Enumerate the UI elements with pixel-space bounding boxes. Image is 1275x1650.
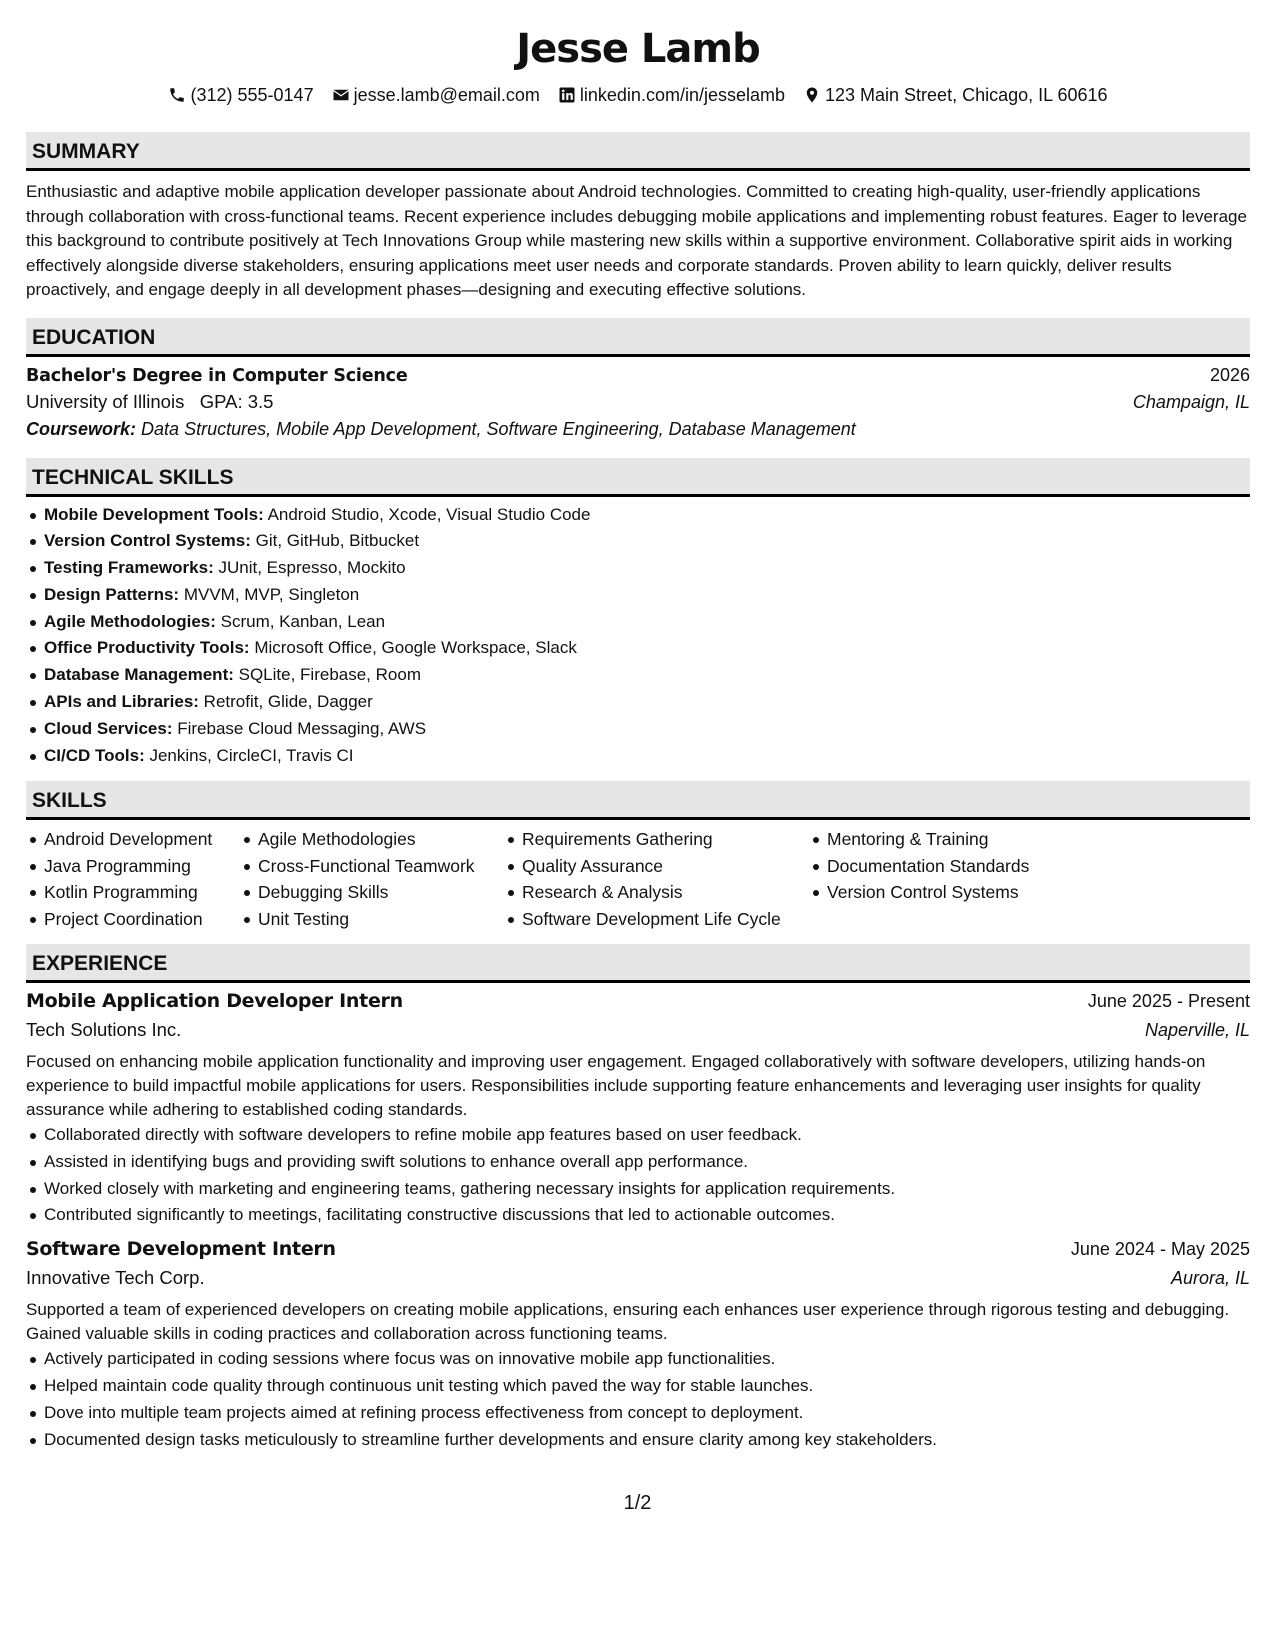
company-name: Tech Solutions Inc.	[26, 1019, 182, 1041]
list-item: Helped maintain code quality through continuous unit testing which paved the way for stable launches.	[26, 1373, 1250, 1400]
job-dates: June 2024 - May 2025	[1070, 1239, 1250, 1260]
list-item: Android Development	[26, 826, 240, 852]
contact-email[interactable]	[332, 85, 540, 106]
education-row-2	[26, 391, 1250, 413]
job-entry-2	[26, 1238, 1250, 1453]
job-bullets	[26, 1346, 1250, 1453]
list-item: Agile Methodologies	[240, 826, 504, 852]
contact-phone[interactable]	[168, 85, 313, 106]
skills-section	[26, 781, 1250, 932]
list-item: Research & Analysis	[504, 879, 809, 905]
contact-address	[803, 85, 1108, 106]
technical-skills-section	[26, 458, 1250, 770]
skills-column-1	[26, 826, 240, 932]
list-item: Worked closely with marketing and engineering teams, gathering necessary insights for application requirements.	[26, 1176, 1250, 1203]
job-description: Supported a team of experienced developers on creating mobile applications, ensuring each enhances user experience through rigorous testing and debugging. Gained valuable skills in coding practices and collaboration across functioning teams.	[26, 1300, 1230, 1344]
resume-page	[26, 0, 1250, 1453]
summary-section	[26, 132, 1250, 303]
list-item: CI/CD Tools: Jenkins, CircleCI, Travis CI	[26, 743, 1250, 770]
contact-bar	[26, 82, 1250, 108]
technical-skills-list	[26, 502, 1250, 770]
phone-icon	[168, 86, 186, 104]
job-dates: June 2025 - Present	[1087, 991, 1250, 1012]
list-item: Contributed significantly to meetings, facilitating constructive discussions that led to actionable outcomes.	[26, 1202, 1250, 1229]
coursework-line	[26, 419, 1250, 440]
section-heading-experience: EXPERIENCE	[26, 944, 1250, 983]
school-location: Champaign, IL	[1132, 391, 1250, 412]
list-item: Project Coordination	[26, 906, 240, 932]
school-name: University of Illinois	[26, 390, 185, 412]
phone-text: (312) 555-0147	[190, 84, 314, 105]
list-item: Kotlin Programming	[26, 879, 240, 905]
skills-column-3	[504, 826, 809, 932]
experience-section	[26, 944, 1250, 1453]
job-title: Mobile Application Developer Intern	[26, 990, 403, 1013]
job-location: Aurora, IL	[1170, 1268, 1250, 1289]
job-location: Naperville, IL	[1144, 1020, 1250, 1041]
list-item: Documented design tasks meticulously to streamline further developments and ensure clarity among key stakeholders.	[26, 1427, 1250, 1454]
address-text: 123 Main Street, Chicago, IL 60616	[825, 84, 1108, 105]
list-item: Quality Assurance	[504, 853, 809, 879]
coursework-label: Coursework:	[26, 418, 137, 439]
section-heading-summary: SUMMARY	[26, 132, 1250, 171]
list-item: Collaborated directly with software developers to refine mobile app features based on user feedback.	[26, 1122, 1250, 1149]
company-name: Innovative Tech Corp.	[26, 1267, 205, 1289]
list-item: Version Control Systems	[809, 879, 1109, 905]
list-item: Cloud Services: Firebase Cloud Messaging, AWS	[26, 716, 1250, 743]
page-number: 1/2	[623, 1492, 652, 1514]
list-item: Office Productivity Tools: Microsoft Office, Google Workspace, Slack	[26, 635, 1250, 662]
skills-column-4	[809, 826, 1109, 932]
section-heading-technical-skills: TECHNICAL SKILLS	[26, 458, 1250, 497]
section-heading-education: EDUCATION	[26, 318, 1250, 357]
contact-linkedin[interactable]	[558, 85, 785, 106]
education-row-1	[26, 365, 1250, 386]
list-item: Assisted in identifying bugs and providing swift solutions to enhance overall app performance.	[26, 1149, 1250, 1176]
map-pin-icon	[803, 86, 821, 104]
gpa: GPA: 3.5	[199, 390, 274, 412]
list-item: Dove into multiple team projects aimed at refining process effectiveness from concept to deployment.	[26, 1400, 1250, 1427]
candidate-name: Jesse Lamb	[516, 26, 760, 72]
list-item: Software Development Life Cycle	[504, 906, 809, 932]
list-item: Cross-Functional Teamwork	[240, 853, 504, 879]
coursework-list: Data Structures, Mobile App Development, Software Engineering, Database Management	[141, 418, 856, 439]
list-item: Mentoring & Training	[809, 826, 1109, 852]
skills-grid	[26, 826, 1250, 932]
list-item: Documentation Standards	[809, 853, 1109, 879]
list-item: Actively participated in coding sessions where focus was on innovative mobile app functionalities.	[26, 1346, 1250, 1373]
list-item: Unit Testing	[240, 906, 504, 932]
job-title: Software Development Intern	[26, 1238, 336, 1261]
degree-title: Bachelor's Degree in Computer Science	[26, 365, 408, 386]
job-bullets	[26, 1122, 1250, 1229]
list-item: Debugging Skills	[240, 879, 504, 905]
linkedin-icon	[558, 86, 576, 104]
list-item: Design Patterns: MVVM, MVP, Singleton	[26, 582, 1250, 609]
list-item: Testing Frameworks: JUnit, Espresso, Mockito	[26, 555, 1250, 582]
email-text: jesse.lamb@email.com	[353, 84, 540, 105]
job-description: Focused on enhancing mobile application functionality and improving user engagement. Engaged collaboratively with software developers, utilizing hands-on experience to build impactful mobile applications for users. Responsibilities include supporting feature enhancements and leveraging user insights for quality assurance while adhering to established coding standards.	[26, 1052, 1206, 1120]
list-item: Database Management: SQLite, Firebase, Room	[26, 662, 1250, 689]
summary-text: Enthusiastic and adaptive mobile application developer passionate about Android technologies. Committed to creating high-quality, user-friendly applications through collaboration with cross-functional teams. Recent experience includes debugging mobile applications and implementing robust features. Eager to leverage this background to contribute positively at Tech Innovations Group while mastering new skills within a supportive environment. Collaborative spirit aids in working effectively alongside diverse stakeholders, ensuring applications meet user needs and corporate standards. Proven ability to learn quickly, deliver results proactively, and engage deeply in all development phases—designing and executing effective solutions.	[26, 182, 1247, 299]
list-item: APIs and Libraries: Retrofit, Glide, Dagger	[26, 689, 1250, 716]
list-item: Requirements Gathering	[504, 826, 809, 852]
list-item: Agile Methodologies: Scrum, Kanban, Lean	[26, 609, 1250, 636]
skills-column-2	[240, 826, 504, 932]
section-heading-skills: SKILLS	[26, 781, 1250, 820]
education-section	[26, 318, 1250, 440]
envelope-icon	[332, 86, 350, 104]
list-item: Mobile Development Tools: Android Studio, Xcode, Visual Studio Code	[26, 502, 1250, 529]
list-item: Java Programming	[26, 853, 240, 879]
job-entry-1	[26, 990, 1250, 1229]
linkedin-text: linkedin.com/in/jesselamb	[579, 84, 785, 105]
list-item: Version Control Systems: Git, GitHub, Bitbucket	[26, 528, 1250, 555]
graduation-year: 2026	[1209, 364, 1250, 385]
